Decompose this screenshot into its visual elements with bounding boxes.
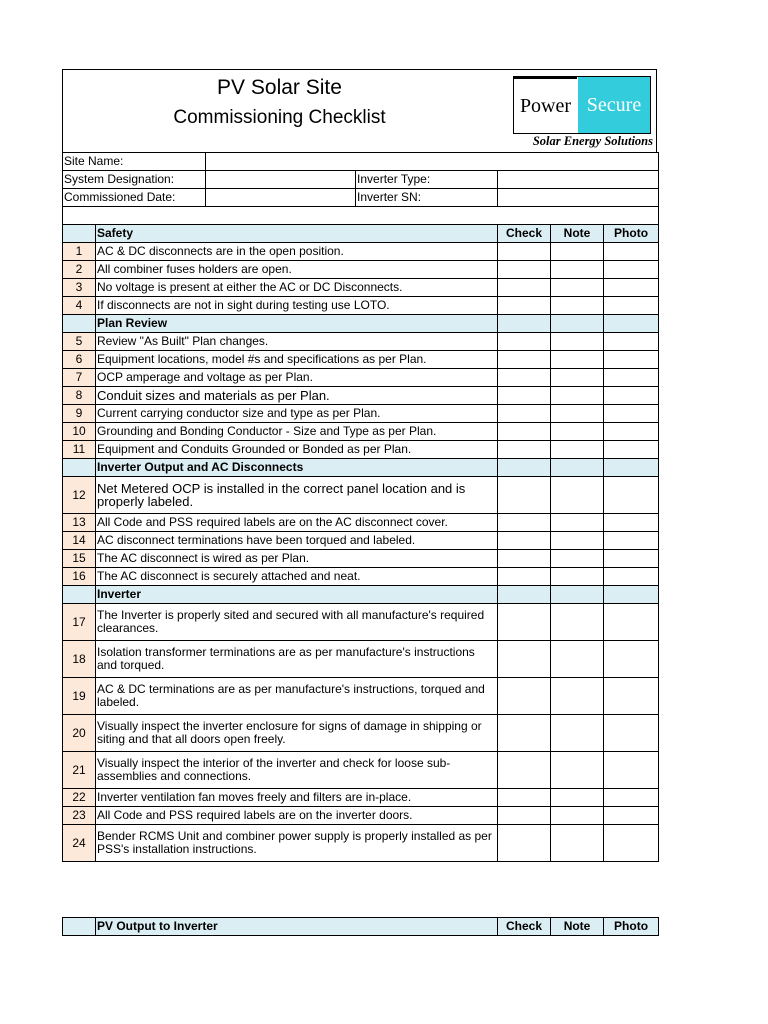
inverter-sn-label: Inverter SN: [356, 189, 498, 207]
check-column-header: Check [498, 225, 551, 243]
checklist-item-row [63, 243, 659, 261]
photo-cell[interactable] [604, 279, 659, 297]
pv-output-table [62, 917, 659, 936]
item-text: AC disconnect terminations have been torqued and labeled. [96, 532, 498, 550]
checklist-item-row [63, 789, 659, 807]
note-cell[interactable] [551, 807, 604, 825]
photo-cell[interactable] [604, 789, 659, 807]
note-cell[interactable] [551, 477, 604, 514]
note-cell[interactable] [551, 297, 604, 315]
checklist-item-row [63, 261, 659, 279]
section-num-cell [63, 586, 96, 604]
note-cell[interactable] [551, 387, 604, 405]
spacer-row [63, 207, 659, 225]
item-text: Visually inspect the interior of the inverter and check for loose sub-assemblies and connections. [96, 752, 498, 789]
item-number: 10 [63, 423, 96, 441]
photo-cell[interactable] [604, 333, 659, 351]
note-cell[interactable] [551, 423, 604, 441]
photo-cell[interactable] [604, 568, 659, 586]
check-cell[interactable] [498, 550, 551, 568]
item-number: 14 [63, 532, 96, 550]
site-name-field[interactable] [206, 153, 659, 171]
photo-cell[interactable] [604, 477, 659, 514]
section-num-cell [63, 459, 96, 477]
check-cell[interactable] [498, 514, 551, 532]
note-cell[interactable] [551, 405, 604, 423]
item-number: 16 [63, 568, 96, 586]
checklist-item-row [63, 405, 659, 423]
photo-column-header: Photo [604, 225, 659, 243]
note-column-header: Note [551, 918, 604, 936]
photo-cell[interactable] [604, 387, 659, 405]
photo-cell[interactable] [604, 351, 659, 369]
check-cell[interactable] [498, 752, 551, 789]
item-text: The AC disconnect is wired as per Plan. [96, 550, 498, 568]
note-column-header: Note [551, 225, 604, 243]
photo-cell[interactable] [604, 243, 659, 261]
photo-cell[interactable] [604, 807, 659, 825]
title-line2: Commissioning Checklist [173, 107, 386, 128]
check-cell[interactable] [498, 641, 551, 678]
item-text: No voltage is present at either the AC or DC Disconnects. [96, 279, 498, 297]
item-number: 4 [63, 297, 96, 315]
checklist-item-row [63, 279, 659, 297]
item-text: Equipment and Conduits Grounded or Bonded as per Plan. [96, 441, 498, 459]
checklist-item-row [63, 369, 659, 387]
item-text: AC & DC disconnects are in the open position. [96, 243, 498, 261]
checklist-item-row [63, 752, 659, 789]
section-title: PV Output to Inverter [96, 918, 498, 936]
item-text: Visually inspect the inverter enclosure for signs of damage in shipping or siting and that all doors open freely. [96, 715, 498, 752]
check-cell[interactable] [498, 351, 551, 369]
checklist-item-row [63, 825, 659, 862]
company-logo [513, 76, 651, 134]
note-cell[interactable] [551, 678, 604, 715]
title-line1: PV Solar Site [217, 76, 342, 99]
section-num-cell [63, 225, 96, 243]
photo-cell[interactable] [604, 752, 659, 789]
inverter-type-field[interactable] [498, 171, 659, 189]
note-cell[interactable] [551, 261, 604, 279]
info-row [63, 189, 659, 207]
item-number: 5 [63, 333, 96, 351]
note-cell[interactable] [551, 532, 604, 550]
info-row [63, 171, 659, 189]
section-header-pv-output [63, 918, 659, 936]
section-num-cell [63, 918, 96, 936]
info-row [63, 153, 659, 171]
check-cell[interactable] [498, 532, 551, 550]
note-cell[interactable] [551, 641, 604, 678]
item-number: 20 [63, 715, 96, 752]
note-cell[interactable] [551, 333, 604, 351]
check-column-header: Check [498, 918, 551, 936]
photo-cell[interactable] [604, 678, 659, 715]
item-text: The AC disconnect is securely attached and neat. [96, 568, 498, 586]
note-cell[interactable] [551, 568, 604, 586]
photo-cell[interactable] [604, 550, 659, 568]
note-cell[interactable] [551, 752, 604, 789]
checklist-item-row [63, 807, 659, 825]
section-title: Safety [96, 225, 498, 243]
item-number: 9 [63, 405, 96, 423]
commissioned-date-label: Commissioned Date: [63, 189, 206, 207]
check-cell[interactable] [498, 387, 551, 405]
item-text: Net Metered OCP is installed in the correct panel location and is properly labeled. [96, 477, 498, 514]
photo-cell[interactable] [604, 297, 659, 315]
section-title: Inverter Output and AC Disconnects [96, 459, 498, 477]
system-designation-field[interactable] [206, 171, 356, 189]
item-text: Review "As Built" Plan changes. [96, 333, 498, 351]
checklist-item-row [63, 715, 659, 752]
item-number: 11 [63, 441, 96, 459]
section-header-inverter [63, 586, 659, 604]
note-cell[interactable] [551, 715, 604, 752]
logo-secure-text: Secure [578, 77, 650, 133]
photo-cell[interactable] [604, 369, 659, 387]
section-title: Plan Review [96, 315, 498, 333]
sheet-header [62, 69, 657, 152]
item-number: 18 [63, 641, 96, 678]
photo-cell[interactable] [604, 441, 659, 459]
check-cell[interactable] [498, 333, 551, 351]
item-number: 13 [63, 514, 96, 532]
note-cell[interactable] [551, 441, 604, 459]
item-number: 8 [63, 387, 96, 405]
check-cell[interactable] [498, 789, 551, 807]
checklist-item-row [63, 333, 659, 351]
photo-cell[interactable] [604, 405, 659, 423]
system-designation-label: System Designation: [63, 171, 206, 189]
checklist-item-row [63, 678, 659, 715]
photo-cell[interactable] [604, 715, 659, 752]
note-cell[interactable] [551, 789, 604, 807]
photo-cell[interactable] [604, 641, 659, 678]
item-text: Conduit sizes and materials as per Plan. [96, 387, 498, 405]
checklist-item-row [63, 514, 659, 532]
section-header-safety [63, 225, 659, 243]
site-name-label: Site Name: [63, 153, 206, 171]
check-cell[interactable] [498, 477, 551, 514]
note-cell[interactable] [551, 279, 604, 297]
item-number: 12 [63, 477, 96, 514]
item-text: Inverter ventilation fan moves freely and filters are in-place. [96, 789, 498, 807]
item-number: 7 [63, 369, 96, 387]
item-number: 23 [63, 807, 96, 825]
item-number: 19 [63, 678, 96, 715]
check-cell[interactable] [498, 297, 551, 315]
section-title: Inverter [96, 586, 498, 604]
check-cell[interactable] [498, 261, 551, 279]
checklist-item-row [63, 568, 659, 586]
item-text: All Code and PSS required labels are on the inverter doors. [96, 807, 498, 825]
item-text: AC & DC terminations are as per manufacture's instructions, torqued and labeled. [96, 678, 498, 715]
checklist-table [62, 152, 659, 862]
checklist-item-row [63, 297, 659, 315]
logo-power-text: Power [514, 77, 577, 133]
item-text: All combiner fuses holders are open. [96, 261, 498, 279]
item-number: 1 [63, 243, 96, 261]
item-number: 17 [63, 604, 96, 641]
check-cell[interactable] [498, 604, 551, 641]
note-cell[interactable] [551, 369, 604, 387]
checklist-item-row [63, 351, 659, 369]
item-text: OCP amperage and voltage as per Plan. [96, 369, 498, 387]
checklist-sheet [62, 69, 657, 936]
note-cell[interactable] [551, 604, 604, 641]
checklist-item-row [63, 387, 659, 405]
note-cell[interactable] [551, 243, 604, 261]
item-text: Equipment locations, model #s and specifications as per Plan. [96, 351, 498, 369]
checklist-item-row [63, 641, 659, 678]
check-cell[interactable] [498, 568, 551, 586]
commissioned-date-field[interactable] [206, 189, 356, 207]
section-header-plan-review [63, 315, 659, 333]
checklist-item-row [63, 550, 659, 568]
note-cell[interactable] [551, 825, 604, 862]
item-number: 22 [63, 789, 96, 807]
logo-tagline: Solar Energy Solutions [532, 134, 653, 148]
check-cell[interactable] [498, 715, 551, 752]
item-number: 2 [63, 261, 96, 279]
item-text: If disconnects are not in sight during testing use LOTO. [96, 297, 498, 315]
inverter-sn-field[interactable] [498, 189, 659, 207]
check-cell[interactable] [498, 369, 551, 387]
item-number: 6 [63, 351, 96, 369]
check-cell[interactable] [498, 441, 551, 459]
inverter-type-label: Inverter Type: [356, 171, 498, 189]
check-cell[interactable] [498, 405, 551, 423]
check-cell[interactable] [498, 423, 551, 441]
checklist-item-row [63, 604, 659, 641]
check-cell[interactable] [498, 678, 551, 715]
item-text: The Inverter is properly sited and secured with all manufacture's required clearances. [96, 604, 498, 641]
photo-cell[interactable] [604, 604, 659, 641]
photo-cell[interactable] [604, 532, 659, 550]
item-number: 21 [63, 752, 96, 789]
photo-cell[interactable] [604, 261, 659, 279]
item-number: 24 [63, 825, 96, 862]
photo-column-header: Photo [604, 918, 659, 936]
checklist-item-row [63, 477, 659, 514]
item-number: 15 [63, 550, 96, 568]
checklist-item-row [63, 532, 659, 550]
note-cell[interactable] [551, 550, 604, 568]
check-cell[interactable] [498, 279, 551, 297]
item-text: Current carrying conductor size and type as per Plan. [96, 405, 498, 423]
item-text: All Code and PSS required labels are on the AC disconnect cover. [96, 514, 498, 532]
item-text: Isolation transformer terminations are as per manufacture's instructions and torqued. [96, 641, 498, 678]
item-number: 3 [63, 279, 96, 297]
note-cell[interactable] [551, 351, 604, 369]
photo-cell[interactable] [604, 423, 659, 441]
photo-cell[interactable] [604, 825, 659, 862]
section-header-inverter-output [63, 459, 659, 477]
item-text: Grounding and Bonding Conductor - Size and Type as per Plan. [96, 423, 498, 441]
item-text: Bender RCMS Unit and combiner power supply is properly installed as per PSS's installation instructions. [96, 825, 498, 862]
section-num-cell [63, 315, 96, 333]
checklist-item-row [63, 441, 659, 459]
check-cell[interactable] [498, 243, 551, 261]
checklist-item-row [63, 423, 659, 441]
note-cell[interactable] [551, 514, 604, 532]
check-cell[interactable] [498, 807, 551, 825]
check-cell[interactable] [498, 825, 551, 862]
photo-cell[interactable] [604, 514, 659, 532]
